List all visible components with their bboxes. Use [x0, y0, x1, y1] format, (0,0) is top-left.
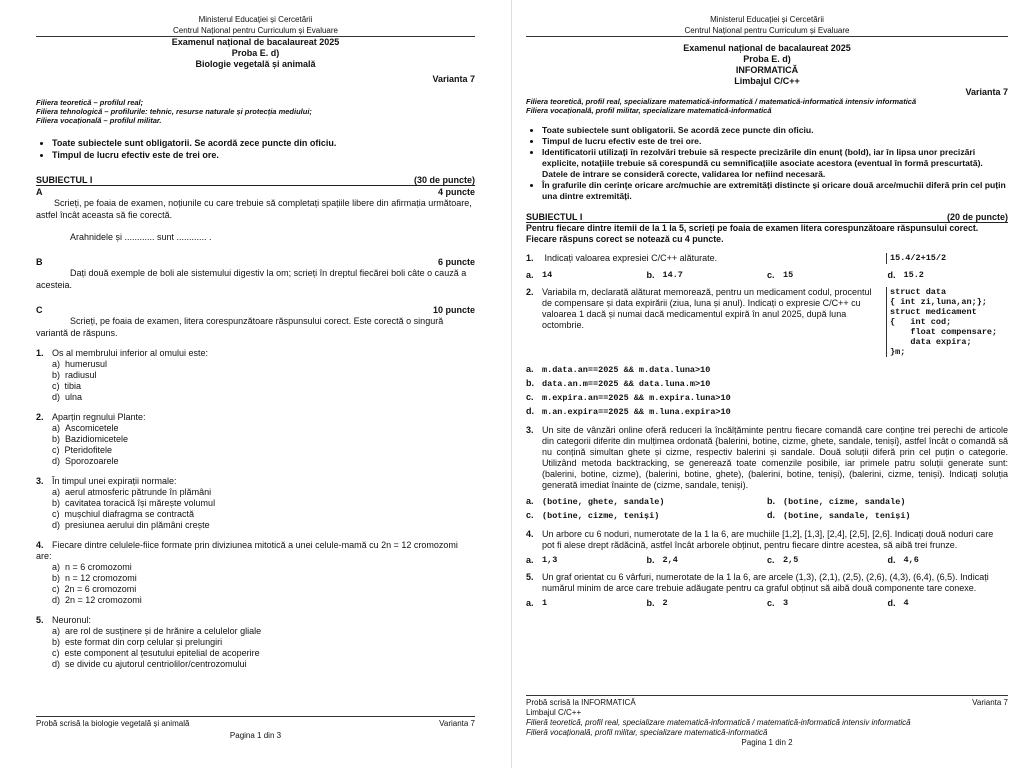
option-value: 3 — [783, 598, 789, 608]
option-letter: d. — [526, 406, 534, 416]
answer-options — [52, 626, 475, 670]
ministry-name: Ministerul Educației și Cercetării — [710, 15, 824, 24]
section-points: 4 puncte — [437, 187, 475, 197]
answer-option: c) mușchiul diafragma se contractă — [52, 509, 195, 519]
question-item — [36, 540, 475, 606]
answer-option: a) are rol de susținere și de hrănire a celulelor gliale — [52, 626, 262, 636]
answer-option — [888, 598, 1009, 609]
answer-options — [526, 598, 1008, 609]
answer-options — [52, 487, 475, 531]
subiect-name: SUBIECTUL I — [36, 175, 93, 185]
subiect-name: SUBIECTUL I — [526, 212, 583, 222]
section-letter: B — [36, 257, 43, 267]
question-text: Variabila m, declarată alăturat memorează, pentru un medicament codul, procentul de compensare și data expirării (ziua, luna și anul). Indicați o expresie C/C++ cu valoarea 1 dacă și numai dacă medicamentul expiră în anul 2025, după luna octombrie. — [542, 287, 872, 330]
footer-filiera: Filieră vocațională, profil militar, specializare matematică-informatică — [526, 728, 768, 737]
section-letter: C — [36, 305, 43, 315]
question-1 — [526, 253, 1008, 264]
question-number: 2. — [526, 287, 534, 297]
exam-name: Examenul național de bacalaureat 2025 — [683, 43, 851, 53]
answer-option: a) aerul atmosferic pătrunde în plămâni — [52, 487, 212, 497]
instruction: • Timpul de lucru efectiv este de trei ore. — [52, 149, 475, 161]
filiere — [36, 98, 475, 125]
proba: Proba E. d) — [743, 54, 791, 64]
code-snippet: 15.4/2+15/2 — [886, 253, 1008, 264]
option-value: data.an.m==2025 && data.luna.m>10 — [542, 379, 711, 389]
variant-label: Varianta 7 — [965, 87, 1008, 97]
answer-option: b) radiusul — [52, 370, 97, 380]
option-letter: b. — [646, 555, 655, 565]
answer-option — [526, 377, 1008, 391]
answer-option — [767, 509, 1008, 523]
option-value: 4,6 — [903, 555, 919, 565]
answer-option — [526, 363, 1008, 377]
answer-option: c) 2n = 6 cromozomi — [52, 584, 137, 594]
question-text: Aparțin regnului Plante: — [52, 412, 146, 422]
language-name: Limbajul C/C++ — [734, 76, 800, 86]
option-letter: b. — [526, 378, 534, 388]
section-points: 10 puncte — [432, 305, 475, 315]
exam-title — [36, 37, 475, 70]
question-number: 3. — [526, 425, 534, 435]
option-value: m.an.expira==2025 && m.luna.expira>10 — [542, 407, 731, 417]
instruction: • Toate subiectele sunt obligatorii. Se acordă zece puncte din oficiu. — [542, 125, 1008, 136]
question-number: 3. — [36, 476, 44, 486]
instruction: • Toate subiectele sunt obligatorii. Se acordă zece puncte din oficiu. — [52, 137, 475, 149]
option-letter: a. — [526, 270, 534, 280]
option-letter: c. — [767, 555, 775, 565]
answer-option — [526, 405, 1008, 419]
answer-option: d) Sporozoarele — [52, 456, 119, 466]
subiect-heading — [526, 212, 1008, 223]
filiera-line: Filiera teoretică – profilul real; — [36, 98, 144, 107]
section-points: 6 puncte — [437, 257, 475, 267]
instruction: • În grafurile din cerințe oricare arc/muchie are extremități distincte și oricare două arce/muchii diferă prin cel puțin una dintre extremități. — [542, 180, 1008, 202]
ministry-name: Ministerul Educației și Cercetării — [198, 15, 313, 24]
question-item — [36, 412, 475, 467]
section-a-heading — [36, 187, 475, 197]
answer-option: d) 2n = 12 cromozomi — [52, 595, 142, 605]
answer-options — [526, 495, 1008, 523]
section-b-heading — [36, 257, 475, 267]
answer-option — [526, 509, 767, 523]
question-list — [36, 348, 475, 670]
answer-option: d) presiunea aerului din plămâni crește — [52, 520, 210, 530]
footer-subject: Probă scrisă la INFORMATICĂ — [526, 698, 636, 707]
exam-name: Examenul național de bacalaureat 2025 — [171, 37, 340, 47]
option-value: m.expira.an==2025 && m.expira.luna>10 — [542, 393, 731, 403]
instruction: • Timpul de lucru efectiv este de trei ore. — [542, 136, 1008, 147]
footer-variant: Varianta 7 — [439, 719, 475, 728]
answer-options — [526, 270, 1008, 281]
answer-option — [647, 270, 768, 281]
answer-option: c) tibia — [52, 381, 82, 391]
option-value: m.data.an==2025 && m.data.luna>10 — [542, 365, 711, 375]
question-text: Neuronul: — [52, 615, 92, 625]
instructions-list — [36, 137, 475, 161]
answer-option — [767, 270, 888, 281]
option-value: 1,3 — [542, 555, 558, 565]
question-text: În timpul unei expirații normale: — [52, 476, 177, 486]
section-b-text: Dați două exemple de boli ale sistemului digestiv la om; scrieți în dreptul fiecărei boli câte o cauză a acesteia. — [36, 268, 467, 290]
code-snippet: struct data { int zi,luna,an;}; struct medicament { int cod; float compensare; data expira; }m; — [886, 287, 1008, 357]
option-letter: d. — [887, 270, 896, 280]
question-5 — [526, 572, 1008, 594]
question-text: Un arbore cu 6 noduri, numerotate de la 1 la 6, are muchiile [1,2], [1,3], [2,4], [2,5], [2,6]. Indicați două noduri care pot fi alese drept rădăcină, astfel încât arborele obținut, pentru fiecare dintre acestea, să aibă trei frunze. — [542, 529, 994, 550]
option-letter: d. — [767, 510, 775, 520]
filiera-line: Filiera vocațională – profilul militar. — [36, 116, 162, 125]
answer-option — [767, 598, 888, 609]
question-text: Un graf orientat cu 6 vârfuri, numerotate de la 1 la 6, are arcele (1,3), (2,1), (2,5), (2,6), (4,3), (6,4), (6,5). Indicați numărul minim de arce care trebuie adăugate pentru ca graful obținut să aibă două componente tare conexe. — [542, 572, 989, 593]
exam-title — [526, 43, 1008, 87]
answer-option — [888, 555, 1009, 566]
instruction: • Identificatorii utilizați în rezolvări trebuie să respecte precizările din enunț (bold), iar în lipsa unor precizări explicite, notațiile trebuie să corespundă cu semnificațiile asociate acestora (eventual în formă prescurtată). Datele de intrare se consideră corecte, validarea lor nefiind necesară. — [542, 147, 1008, 180]
section-c-heading — [36, 305, 475, 315]
center-name: Centrul Național pentru Curriculum și Evaluare — [36, 25, 475, 37]
question-number: 4. — [36, 540, 44, 550]
answer-option — [526, 495, 767, 509]
answer-option: c) este component al țesutului epitelial de acoperire — [52, 648, 260, 658]
option-value: 15.2 — [903, 270, 924, 280]
answer-option — [526, 391, 1008, 405]
footer-filiera: Filieră teoretică, profil real, specializare matematică-informatică / matematică-informatică intensiv informatică — [526, 718, 911, 727]
answer-option: a) Ascomicetele — [52, 423, 119, 433]
question-header — [36, 348, 475, 359]
footer-language: Limbajul C/C++ — [526, 708, 582, 717]
option-letter: a. — [526, 364, 534, 374]
answer-option: d) se divide cu ajutorul centriolilor/centrozomului — [52, 659, 247, 669]
option-value: (botine, cizme, teniși) — [542, 511, 660, 521]
option-value: 2 — [662, 598, 668, 608]
question-item — [36, 348, 475, 403]
question-text: Fiecare dintre celulele-fiice formate prin diviziunea mitotică a unei celule-mamă cu 2n = 12 cromozomi are: — [36, 540, 458, 561]
question-4 — [526, 529, 1008, 551]
question-header — [36, 476, 475, 487]
answer-option — [767, 495, 1008, 509]
subiect-heading — [36, 175, 475, 186]
answer-option — [647, 598, 768, 609]
footer-variant: Varianta 7 — [972, 698, 1008, 707]
footer-subject: Probă scrisă la biologie vegetală și animală — [36, 719, 190, 728]
option-value: 2,5 — [783, 555, 799, 565]
center-name: Centrul Național pentru Curriculum și Evaluare — [526, 25, 1008, 37]
subiect-intro: Pentru fiecare dintre itemii de la 1 la 5, scrieți pe foaia de examen litera corespunzătoare răspunsului corect. Fiecare răspuns corect se notează cu 4 puncte. — [526, 223, 979, 244]
answer-option: b) n = 12 cromozomi — [52, 573, 137, 583]
question-number: 1. — [36, 348, 44, 358]
answer-option: b) Bazidiomicetele — [52, 434, 129, 444]
footer — [36, 716, 475, 741]
option-letter: d. — [887, 598, 896, 608]
option-value: 14 — [542, 270, 553, 280]
option-letter: d. — [887, 555, 896, 565]
answer-option — [526, 270, 647, 281]
page-number: Pagina 1 din 3 — [229, 731, 282, 740]
option-letter: c. — [526, 392, 534, 402]
informatics-exam-page — [512, 0, 1024, 768]
section-a-text: Scrieți, pe foaia de examen, noțiunile cu care trebuie să completați spațiile libere din afirmația următoare, astfel încât aceasta să fie corectă. — [36, 198, 472, 220]
question-2 — [526, 287, 1008, 357]
option-value: 14.7 — [662, 270, 683, 280]
option-letter: c. — [767, 598, 775, 608]
answer-option: c) Pteridofitele — [52, 445, 113, 455]
option-letter: c. — [767, 270, 775, 280]
answer-option — [647, 555, 768, 566]
option-value: (botine, cizme, sandale) — [783, 497, 906, 507]
subiect-points: (20 de puncte) — [946, 212, 1008, 222]
option-value: 2,4 — [662, 555, 678, 565]
answer-options — [52, 359, 475, 403]
answer-options — [526, 555, 1008, 566]
question-number: 5. — [36, 615, 44, 625]
answer-option: a) humerusul — [52, 359, 108, 369]
option-letter: a. — [526, 555, 534, 565]
subject-name: INFORMATICĂ — [735, 65, 799, 75]
filiera-line: Filiera vocațională, profil militar, specializare matematică-informatică — [526, 106, 772, 115]
answer-options — [526, 363, 1008, 419]
question-number: 4. — [526, 529, 534, 539]
option-value: 1 — [542, 598, 548, 608]
option-value: (botine, sandale, teniși) — [783, 511, 911, 521]
subiect-points: (30 de puncte) — [413, 175, 475, 185]
answer-option: d) ulna — [52, 392, 83, 402]
answer-options — [52, 562, 475, 606]
header — [36, 14, 475, 37]
answer-option — [526, 555, 647, 566]
option-letter: a. — [526, 598, 534, 608]
answer-option: a) n = 6 cromozomi — [52, 562, 132, 572]
answer-option — [526, 598, 647, 609]
filiera-line: Filiera teoretică, profil real, specializare matematică-informatică / matematică-informatică intensiv informatică — [526, 97, 917, 106]
filiere — [526, 97, 1008, 115]
question-header — [36, 615, 475, 626]
question-number: 5. — [526, 572, 534, 582]
option-letter: b. — [767, 496, 775, 506]
answer-option — [888, 270, 1009, 281]
variant-label: Varianta 7 — [432, 74, 475, 84]
question-text: Indicați valoarea expresiei C/C++ alăturate. — [544, 253, 718, 263]
question-text: Un site de vânzări online oferă reduceri la încălțăminte pentru fiecare comandă care conține trei perechi de articole din categorii diferite din mulțimea ordonată {balerini, botine, cizme, ghete, sandale, teniși}, astfel încât o comandă să nu conțină simultan ghete și cizme, respectiv balerini și sandale. Două soluții diferă prin cel puțin o categorie. Utilizând metoda backtracking, se generează toate comenzile posibile, iar primele patru soluții generate sunt: (balerini, botine, cizme), (balerini, botine, ghete), (balerini, botine, teniși), (balerini, cizme, teniși). Indicați soluția generată imediat înainte de (cizme, sandale, teniși). — [542, 425, 1008, 490]
answer-option: b) este format din corp celular și prelungiri — [52, 637, 223, 647]
proba: Proba E. d) — [231, 48, 280, 58]
question-number: 1. — [526, 253, 534, 263]
option-letter: b. — [646, 270, 655, 280]
option-value: 4 — [903, 598, 909, 608]
page-number: Pagina 1 din 2 — [741, 738, 793, 747]
question-header — [36, 540, 475, 562]
question-number: 2. — [36, 412, 44, 422]
answer-option: b) cavitatea toracică își mărește volumul — [52, 498, 216, 508]
footer — [526, 695, 1008, 748]
option-value: (botine, ghete, sandale) — [542, 497, 665, 507]
instructions-list — [526, 125, 1008, 202]
option-letter: b. — [646, 598, 655, 608]
question-item — [36, 615, 475, 670]
section-a-statement: Arahnidele și ............ sunt ............ . — [70, 232, 212, 242]
question-header — [36, 412, 475, 423]
filiera-line: Filiera tehnologică – profilurile: tehnic, resurse naturale și protecția mediului; — [36, 107, 312, 116]
question-3 — [526, 425, 1008, 491]
option-letter: c. — [526, 510, 534, 520]
question-text: Os al membrului inferior al omului este: — [52, 348, 209, 358]
answer-option — [767, 555, 888, 566]
answer-options — [52, 423, 475, 467]
question-item — [36, 476, 475, 531]
subject-name: Biologie vegetală și animală — [195, 59, 316, 69]
section-letter: A — [36, 187, 43, 197]
section-c-text: Scrieți, pe foaia de examen, litera corespunzătoare răspunsului corect. Este corectă o singură variantă de răspuns. — [36, 316, 444, 338]
option-letter: a. — [526, 496, 534, 506]
option-value: 15 — [783, 270, 794, 280]
header — [526, 14, 1008, 37]
